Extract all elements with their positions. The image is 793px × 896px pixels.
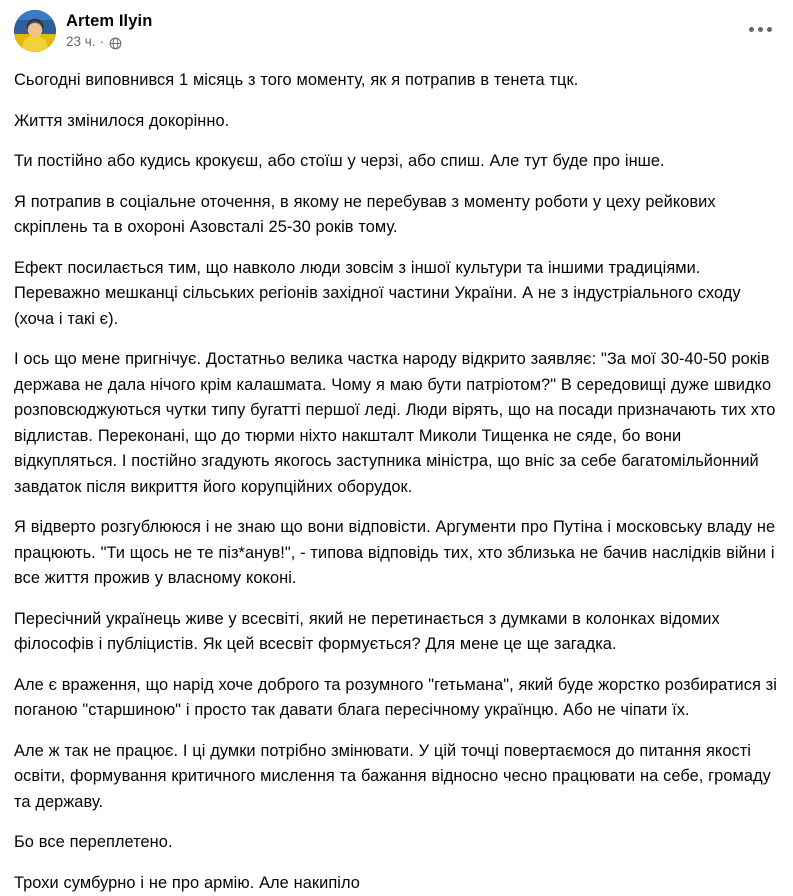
- post-header: [14, 10, 779, 56]
- post-text: [14, 68, 779, 896]
- post-author-block: [66, 10, 152, 50]
- globe-icon[interactable]: [109, 37, 122, 50]
- post-paragraph: Пересічний українець живе у всесвіті, який не перетинається з думками в колонках відомих філософів і публіцистів. Як цей всесвіт формується? Для мене це ще загадка.: [14, 607, 779, 658]
- post-paragraph: Ефект посилається тим, що навколо люди зовсім з іншої культури та іншими традиціями. Переважно мешканці сільських регіонів західної частини України. А не з індустріального сходу (хоча і такі є).: [14, 256, 779, 333]
- post-paragraph: Сьогодні виповнився 1 місяць з того моменту, як я потрапив в тенета тцк.: [14, 68, 779, 94]
- post-paragraph: Але є враження, що нарід хоче доброго та розумного "гетьмана", який буде жорстко розбиратися зі поганою "старшиною" і просто так давати блага пересічному українцю. Або не чіпати їх.: [14, 673, 779, 724]
- post-paragraph: Ти постійно або кудись крокуєш, або стоїш у черзі, або спиш. Але тут буде про інше.: [14, 149, 779, 175]
- post-paragraph: Трохи сумбурно і не про армію. Але накипіло: [14, 871, 779, 896]
- avatar[interactable]: [14, 10, 56, 52]
- post-paragraph: Бо все переплетено.: [14, 830, 779, 856]
- post-paragraph: Я відверто розгублююся і не знаю що вони відповісти. Аргументи про Путіна і московську владу не працюють. "Ти щось не те піз*анув!", - типова відповідь тих, хто зблизька не бачив наслідків війни і все життя прожив у власному коконі.: [14, 515, 779, 592]
- post-paragraph: Але ж так не працює. І ці думки потрібно змінювати. У цій точці повертаємося до питання якості освіти, формування критичного мислення та бажання відносно чесно працювати на себе, громаду та державу.: [14, 739, 779, 816]
- meta-separator: ·: [100, 34, 105, 50]
- ellipsis-icon: [749, 27, 772, 32]
- post-timestamp[interactable]: 23 ч.: [66, 34, 96, 50]
- author-name[interactable]: Artem Ilyin: [66, 11, 152, 31]
- post-paragraph: І ось що мене пригнічує. Достатньо велика частка народу відкрито заявляє: "За мої 30-40-50 років держава не дала нічого крім калашмата. Чому я маю бути патріотом?" В середовищі дуже швидко розповсюджуються чутки типу бугатті першої леді. Люди вірять, що на посади призначають тих хто відлистав. Переконані, що до тюрми ніхто накшталт Миколи Тищенка не сяде, бо вони відкупляться. І постійно згадують якогось заступника міністра, що вніс за себе багатомільйонний завдаток після викриття його корупційних оборудок.: [14, 347, 779, 500]
- post-paragraph: Життя змінилося докорінно.: [14, 109, 779, 135]
- post-paragraph: Я потрапив в соціальне оточення, в якому не перебував з моменту роботи у цеху рейкових скріплень та в охороні Азовсталі 25-30 років тому.: [14, 190, 779, 241]
- post-meta: [66, 34, 152, 50]
- post-options-button[interactable]: [743, 16, 777, 42]
